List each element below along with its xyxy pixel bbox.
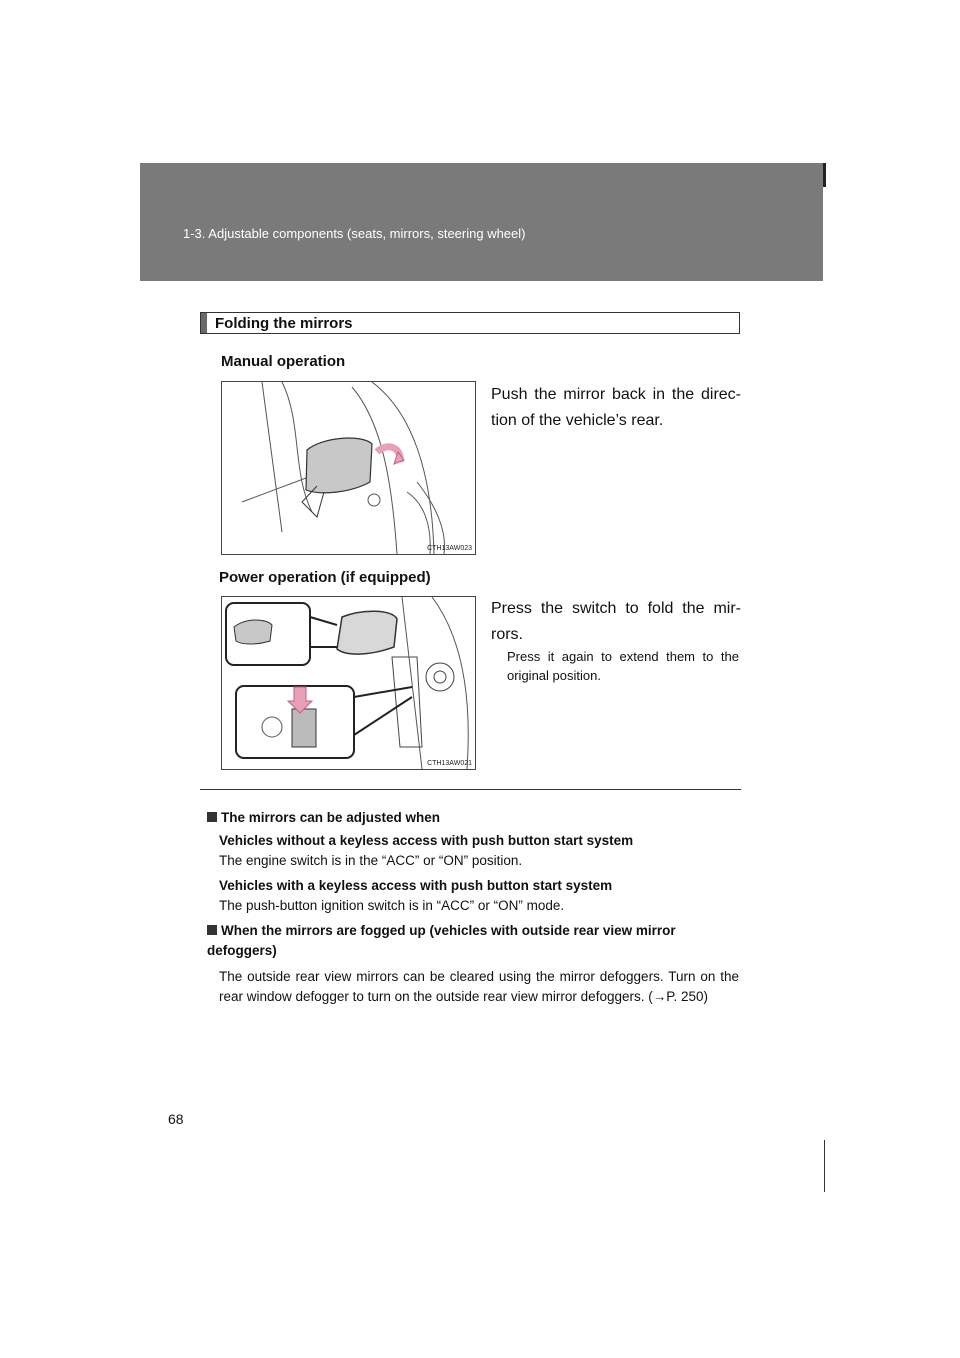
crop-mark xyxy=(823,163,826,187)
manual-instruction: Push the mirror back in the direc-tion of the vehicle’s rear. xyxy=(491,386,741,429)
figure-code: CTH13AW023 xyxy=(427,545,472,552)
note-fog-heading: When the mirrors are fogged up (vehicles with outside rear view mirror defoggers) xyxy=(207,923,676,958)
section-title xyxy=(200,312,740,334)
note-adjust-heading: The mirrors can be adjusted when xyxy=(207,808,739,828)
chapter-header xyxy=(140,163,823,281)
square-bullet-icon xyxy=(207,812,217,822)
figure-code: CTH13AW021 xyxy=(427,760,472,767)
manual-operation-heading: Manual operation xyxy=(221,353,346,370)
section-title-bar xyxy=(201,313,207,333)
power-operation-heading: Power operation (if equipped) xyxy=(219,569,431,586)
power-fold-illustration xyxy=(221,596,476,770)
power-note: Press it again to extend them to the original position. xyxy=(507,649,739,683)
mirror-fold-drawing xyxy=(222,382,475,554)
page-number: 68 xyxy=(168,1111,184,1127)
section-title-text: Folding the mirrors xyxy=(215,315,353,332)
note-adjust-sub1-text: The engine switch is in the “ACC” or “ON” position. xyxy=(219,853,523,868)
note-fog-text: The outside rear view mirrors can be cleared using the mirror defoggers. Turn on the rear window defogger to turn on the outside rear view mirror defoggers. (→P. 250) xyxy=(219,969,739,1004)
manual-fold-illustration xyxy=(221,381,476,555)
note-adjust-sub2-heading: Vehicles with a keyless access with push button start system xyxy=(219,878,613,893)
square-bullet-icon xyxy=(207,925,217,935)
power-instruction: Press the switch to fold the mir-rors. xyxy=(491,600,741,643)
power-switch-drawing xyxy=(222,597,475,769)
note-adjust-sub1-heading: Vehicles without a keyless access with push button start system xyxy=(219,833,634,848)
breadcrumb: 1-3. Adjustable components (seats, mirrors, steering wheel) xyxy=(183,226,526,241)
divider xyxy=(200,789,741,790)
margin-line xyxy=(824,1140,825,1192)
note-adjust-sub2-text: The push-button ignition switch is in “ACC” or “ON” mode. xyxy=(219,898,565,913)
